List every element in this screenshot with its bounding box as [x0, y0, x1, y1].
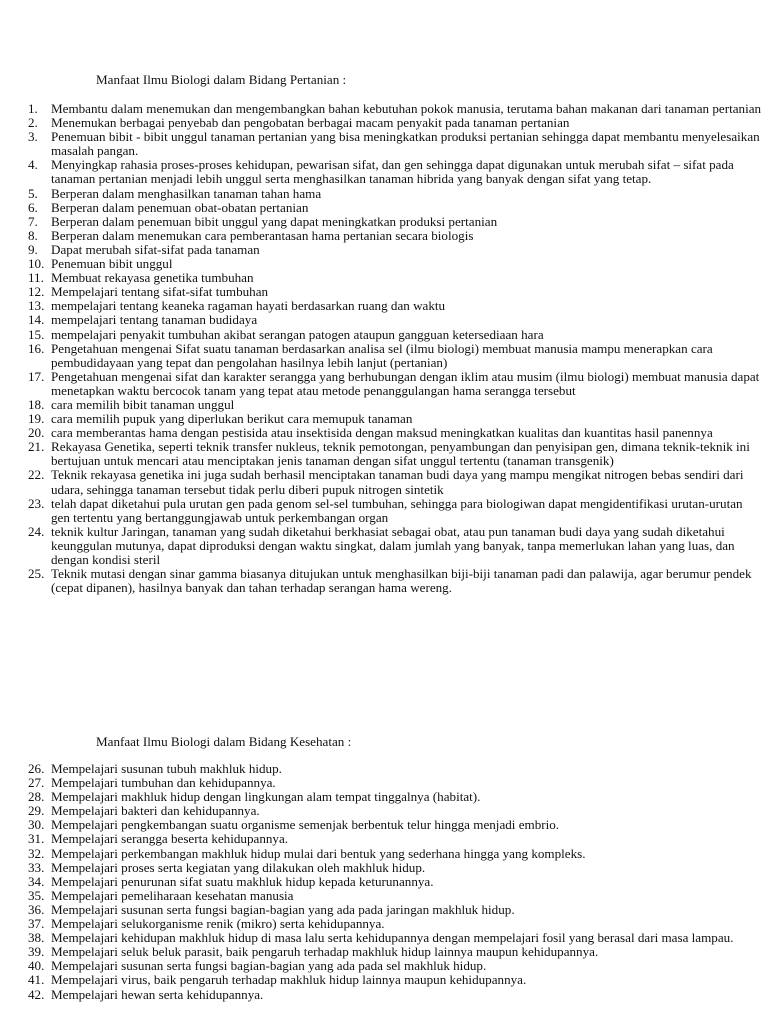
list-item-text: Penemuan bibit - bibit unggul tanaman pertanian yang bisa meningkatkan produksi pertanian sehingga dapat membantu menyelesaikan masalah pangan.	[51, 129, 760, 159]
list-item-number: 25.	[28, 566, 45, 582]
list-item-text: Berperan dalam penemuan bibit unggul yang dapat meningkatkan produksi pertanian	[51, 213, 498, 229]
list-item	[0, 804, 768, 818]
list-item-text: Penemuan bibit unggul	[51, 256, 173, 272]
list-item	[0, 497, 768, 525]
list-item	[0, 342, 768, 370]
list-item-number: 18.	[28, 396, 45, 412]
list-item-text: Mempelajari proses serta kegiatan yang dilakukan oleh makhluk hidup.	[51, 859, 426, 875]
list-item-text: Mempelajari makhluk hidup dengan lingkungan alam tempat tinggalnya (habitat).	[51, 789, 481, 805]
list-item-text: Menemukan berbagai penyebab dan pengobatan berbagai macam penyakit pada tanaman pertanian	[51, 115, 570, 131]
list-item-text: Menyingkap rahasia proses-proses kehidupan, pewarisan sifat, dan gen sehingga dapat digunakan untuk merubah sifat – sifat pada tanaman pertanian menjadi lebih unggul serta menghasilkan tanaman hibrida yang banyak dengan sifat yang tetap.	[51, 157, 734, 187]
list-item	[0, 158, 768, 186]
list-item	[0, 215, 768, 229]
list-item-text: Mempelajari hewan serta kehidupannya.	[51, 986, 264, 1002]
list-item	[0, 299, 768, 313]
list-item-number: 40.	[28, 958, 45, 974]
list-item	[0, 790, 768, 804]
section-heading: Manfaat Ilmu Biologi dalam Bidang Kesehatan :	[96, 734, 352, 749]
list-item-number: 24.	[28, 523, 45, 539]
list-item-number: 27.	[28, 775, 45, 791]
list-item-number: 29.	[28, 803, 45, 819]
list-item	[0, 931, 768, 945]
list-item-text: Mempelajari kehidupan makhluk hidup di masa lalu serta kehidupannya dengan mempelajari fosil yang berasal dari masa lampau.	[51, 930, 734, 946]
list-item-text: telah dapat diketahui pula urutan gen pada genom sel-sel tumbuhan, sehingga para biologiwan dapat mengidentifikasi urutan-urutan gen tertentu yang bertanggungjawab untuk perkembangan organ	[51, 495, 743, 525]
list-item	[0, 257, 768, 271]
list-item-text: Membantu dalam menemukan dan mengembangkan bahan kebutuhan pokok manusia, terutama bahan makanan dari tanaman pertanian	[51, 101, 762, 116]
list-item-text: Berperan dalam menghasilkan tanaman tahan hama	[51, 185, 322, 201]
list-item-text: Mempelajari pengkembangan suatu organisme semenjak berbentuk telur hingga menjadi embrio.	[51, 817, 560, 833]
list-item-text: Pengetahuan mengenai sifat dan karakter serangga yang berhubungan dengan iklim atau musim (ilmu biologi) membuat manusia dapat menetapkan waktu bercocok tanam yang tepat atau metode penanggulangan hama serangga tersebut	[51, 368, 760, 398]
benefit-list	[0, 102, 768, 595]
list-item-number: 21.	[28, 439, 45, 455]
list-item	[0, 959, 768, 973]
list-item-text: Pengetahuan mengenai Sifat suatu tanaman berdasarkan analisa sel (ilmu biologi) membuat manusia mampu menerapkan cara pembudidayaan yang tepat dan pengolahan hasilnya lebih lanjut (pertanian)	[51, 340, 713, 370]
benefit-list	[0, 762, 768, 1002]
list-item-text: Mempelajari pemeliharaan kesehatan manusia	[51, 887, 294, 903]
list-item-text: Dapat merubah sifat-sifat pada tanaman	[51, 241, 260, 257]
list-item	[0, 271, 768, 285]
list-item-text: Mempelajari bakteri dan kehidupannya.	[51, 803, 260, 819]
list-item-number: 10.	[28, 256, 45, 272]
list-item-text: Mempelajari susunan tubuh makhluk hidup.	[51, 761, 282, 776]
list-item-text: cara memilih bibit tanaman unggul	[51, 396, 235, 412]
list-item	[0, 398, 768, 412]
list-item-number: 33.	[28, 859, 45, 875]
list-item-text: Mempelajari susunan serta fungsi bagian-bagian yang ada pada sel makhluk hidup.	[51, 958, 487, 974]
list-item	[0, 847, 768, 861]
list-item	[0, 945, 768, 959]
list-item-number: 38.	[28, 930, 45, 946]
list-item-number: 41.	[28, 972, 45, 988]
list-item-number: 39.	[28, 944, 45, 960]
list-item-number: 34.	[28, 873, 45, 889]
list-item-number: 17.	[28, 368, 45, 384]
list-item	[0, 973, 768, 987]
list-item-number: 30.	[28, 817, 45, 833]
list-item	[0, 903, 768, 917]
list-item-number: 31.	[28, 831, 45, 847]
list-item-text: Mempelajari susunan serta fungsi bagian-bagian yang ada pada jaringan makhluk hidup.	[51, 901, 515, 917]
section-heading: Manfaat Ilmu Biologi dalam Bidang Pertanian :	[96, 72, 347, 87]
list-item-text: Mempelajari virus, baik pengaruh terhadap makhluk hidup lainnya maupun kehidupannya.	[51, 972, 527, 988]
list-item	[0, 832, 768, 846]
list-item	[0, 988, 768, 1002]
list-item-text: Mempelajari serangga beserta kehidupannya.	[51, 831, 289, 847]
list-item-number: 35.	[28, 887, 45, 903]
list-item-number: 37.	[28, 916, 45, 932]
list-item-number: 26.	[28, 761, 45, 776]
list-item	[0, 567, 768, 595]
list-item-text: Teknik rekayasa genetika ini juga sudah berhasil menciptakan tanaman budi daya yang mampu mengikat nitrogen bebas sendiri dari udara, sehingga tanaman tersebut tidak perlu diberi pupuk nitrogen sintetik	[51, 467, 744, 497]
list-item	[0, 201, 768, 215]
list-item-number: 22.	[28, 467, 45, 483]
list-item-text: Membuat rekayasa genetika tumbuhan	[51, 270, 254, 286]
list-item-number: 4.	[28, 157, 38, 173]
list-item	[0, 243, 768, 257]
list-item-text: Berperan dalam penemuan obat-obatan pertanian	[51, 199, 309, 215]
list-item	[0, 762, 768, 776]
list-item	[0, 440, 768, 468]
list-item-number: 1.	[28, 101, 38, 116]
list-item	[0, 370, 768, 398]
list-item	[0, 875, 768, 889]
list-item	[0, 229, 768, 243]
list-item-text: Mempelajari selukorganisme renik (mikro) serta kehidupannya.	[51, 916, 385, 932]
list-item	[0, 116, 768, 130]
list-item-number: 36.	[28, 901, 45, 917]
list-item	[0, 187, 768, 201]
list-item-number: 15.	[28, 326, 45, 342]
list-item-number: 8.	[28, 227, 38, 243]
list-item-text: Mempelajari tentang sifat-sifat tumbuhan	[51, 284, 269, 300]
list-item	[0, 313, 768, 327]
list-item-text: Mempelajari seluk beluk parasit, baik pengaruh terhadap makhluk hidup lainnya maupun kehidupannya.	[51, 944, 599, 960]
list-item	[0, 328, 768, 342]
list-item	[0, 426, 768, 440]
list-item-text: Mempelajari penurunan sifat suatu makhluk hidup kepada keturunannya.	[51, 873, 434, 889]
list-item-number: 32.	[28, 845, 45, 861]
list-item-number: 23.	[28, 495, 45, 511]
list-item-number: 7.	[28, 213, 38, 229]
list-item-number: 13.	[28, 298, 45, 314]
list-item-number: 6.	[28, 199, 38, 215]
list-item-text: Teknik mutasi dengan sinar gamma biasanya ditujukan untuk menghasilkan biji-biji tanaman padi dan palawija, agar berumur pendek (cepat dipanen), hasilnya banyak dan tahan terhadap serangan hama wereng.	[51, 566, 752, 596]
list-item	[0, 285, 768, 299]
list-item-number: 5.	[28, 185, 38, 201]
list-item	[0, 130, 768, 158]
list-item-text: Mempelajari tumbuhan dan kehidupannya.	[51, 775, 276, 791]
list-item-text: cara memberantas hama dengan pestisida atau insektisida dengan maksud meningkatkan kualitas dan kuantitas hasil panennya	[51, 425, 713, 441]
list-item-number: 9.	[28, 241, 38, 257]
list-item-number: 12.	[28, 284, 45, 300]
list-item-number: 42.	[28, 986, 45, 1002]
list-item-number: 19.	[28, 411, 45, 427]
list-item	[0, 468, 768, 496]
list-item	[0, 525, 768, 567]
list-item-text: Rekayasa Genetika, seperti teknik transfer nukleus, teknik pemotongan, penyambungan dan penyisipan gen, dimana teknik-teknik ini bertujuan untuk mencari atau menciptakan jenis tanaman dengan sifat unggul tertentu (tanaman transgenik)	[51, 439, 750, 469]
list-item-number: 16.	[28, 340, 45, 356]
list-item-text: teknik kultur Jaringan, tanaman yang sudah diketahui berkhasiat sebagai obat, atau pun tanaman budi daya yang sudah diketahui keunggulan mutunya, dapat diproduksi dengan waktu singkat, dalam jumlah yang banyak, tanpa memerlukan lahan yang luas, dan dengan kondisi steril	[51, 523, 735, 567]
list-item	[0, 102, 768, 116]
list-item-text: mempelajari tentang keaneka ragaman hayati berdasarkan ruang dan waktu	[51, 298, 446, 314]
list-item-number: 11.	[28, 270, 44, 286]
list-item-text: mempelajari penyakit tumbuhan akibat serangan patogen ataupun gangguan ketersediaan hara	[51, 326, 544, 342]
list-item-number: 20.	[28, 425, 45, 441]
list-item-text: cara memilih pupuk yang diperlukan berikut cara memupuk tanaman	[51, 411, 413, 427]
list-item-number: 14.	[28, 312, 45, 328]
list-item-number: 3.	[28, 129, 38, 145]
list-item-number: 28.	[28, 789, 45, 805]
list-item	[0, 889, 768, 903]
list-item	[0, 412, 768, 426]
list-item-text: mempelajari tentang tanaman budidaya	[51, 312, 258, 328]
list-item	[0, 917, 768, 931]
list-item-text: Berperan dalam menemukan cara pemberantasan hama pertanian secara biologis	[51, 227, 474, 243]
list-item	[0, 818, 768, 832]
list-item-number: 2.	[28, 115, 38, 131]
list-item-text: Mempelajari perkembangan makhluk hidup mulai dari bentuk yang sederhana hingga yang kompleks.	[51, 845, 586, 861]
list-item	[0, 861, 768, 875]
list-item	[0, 776, 768, 790]
